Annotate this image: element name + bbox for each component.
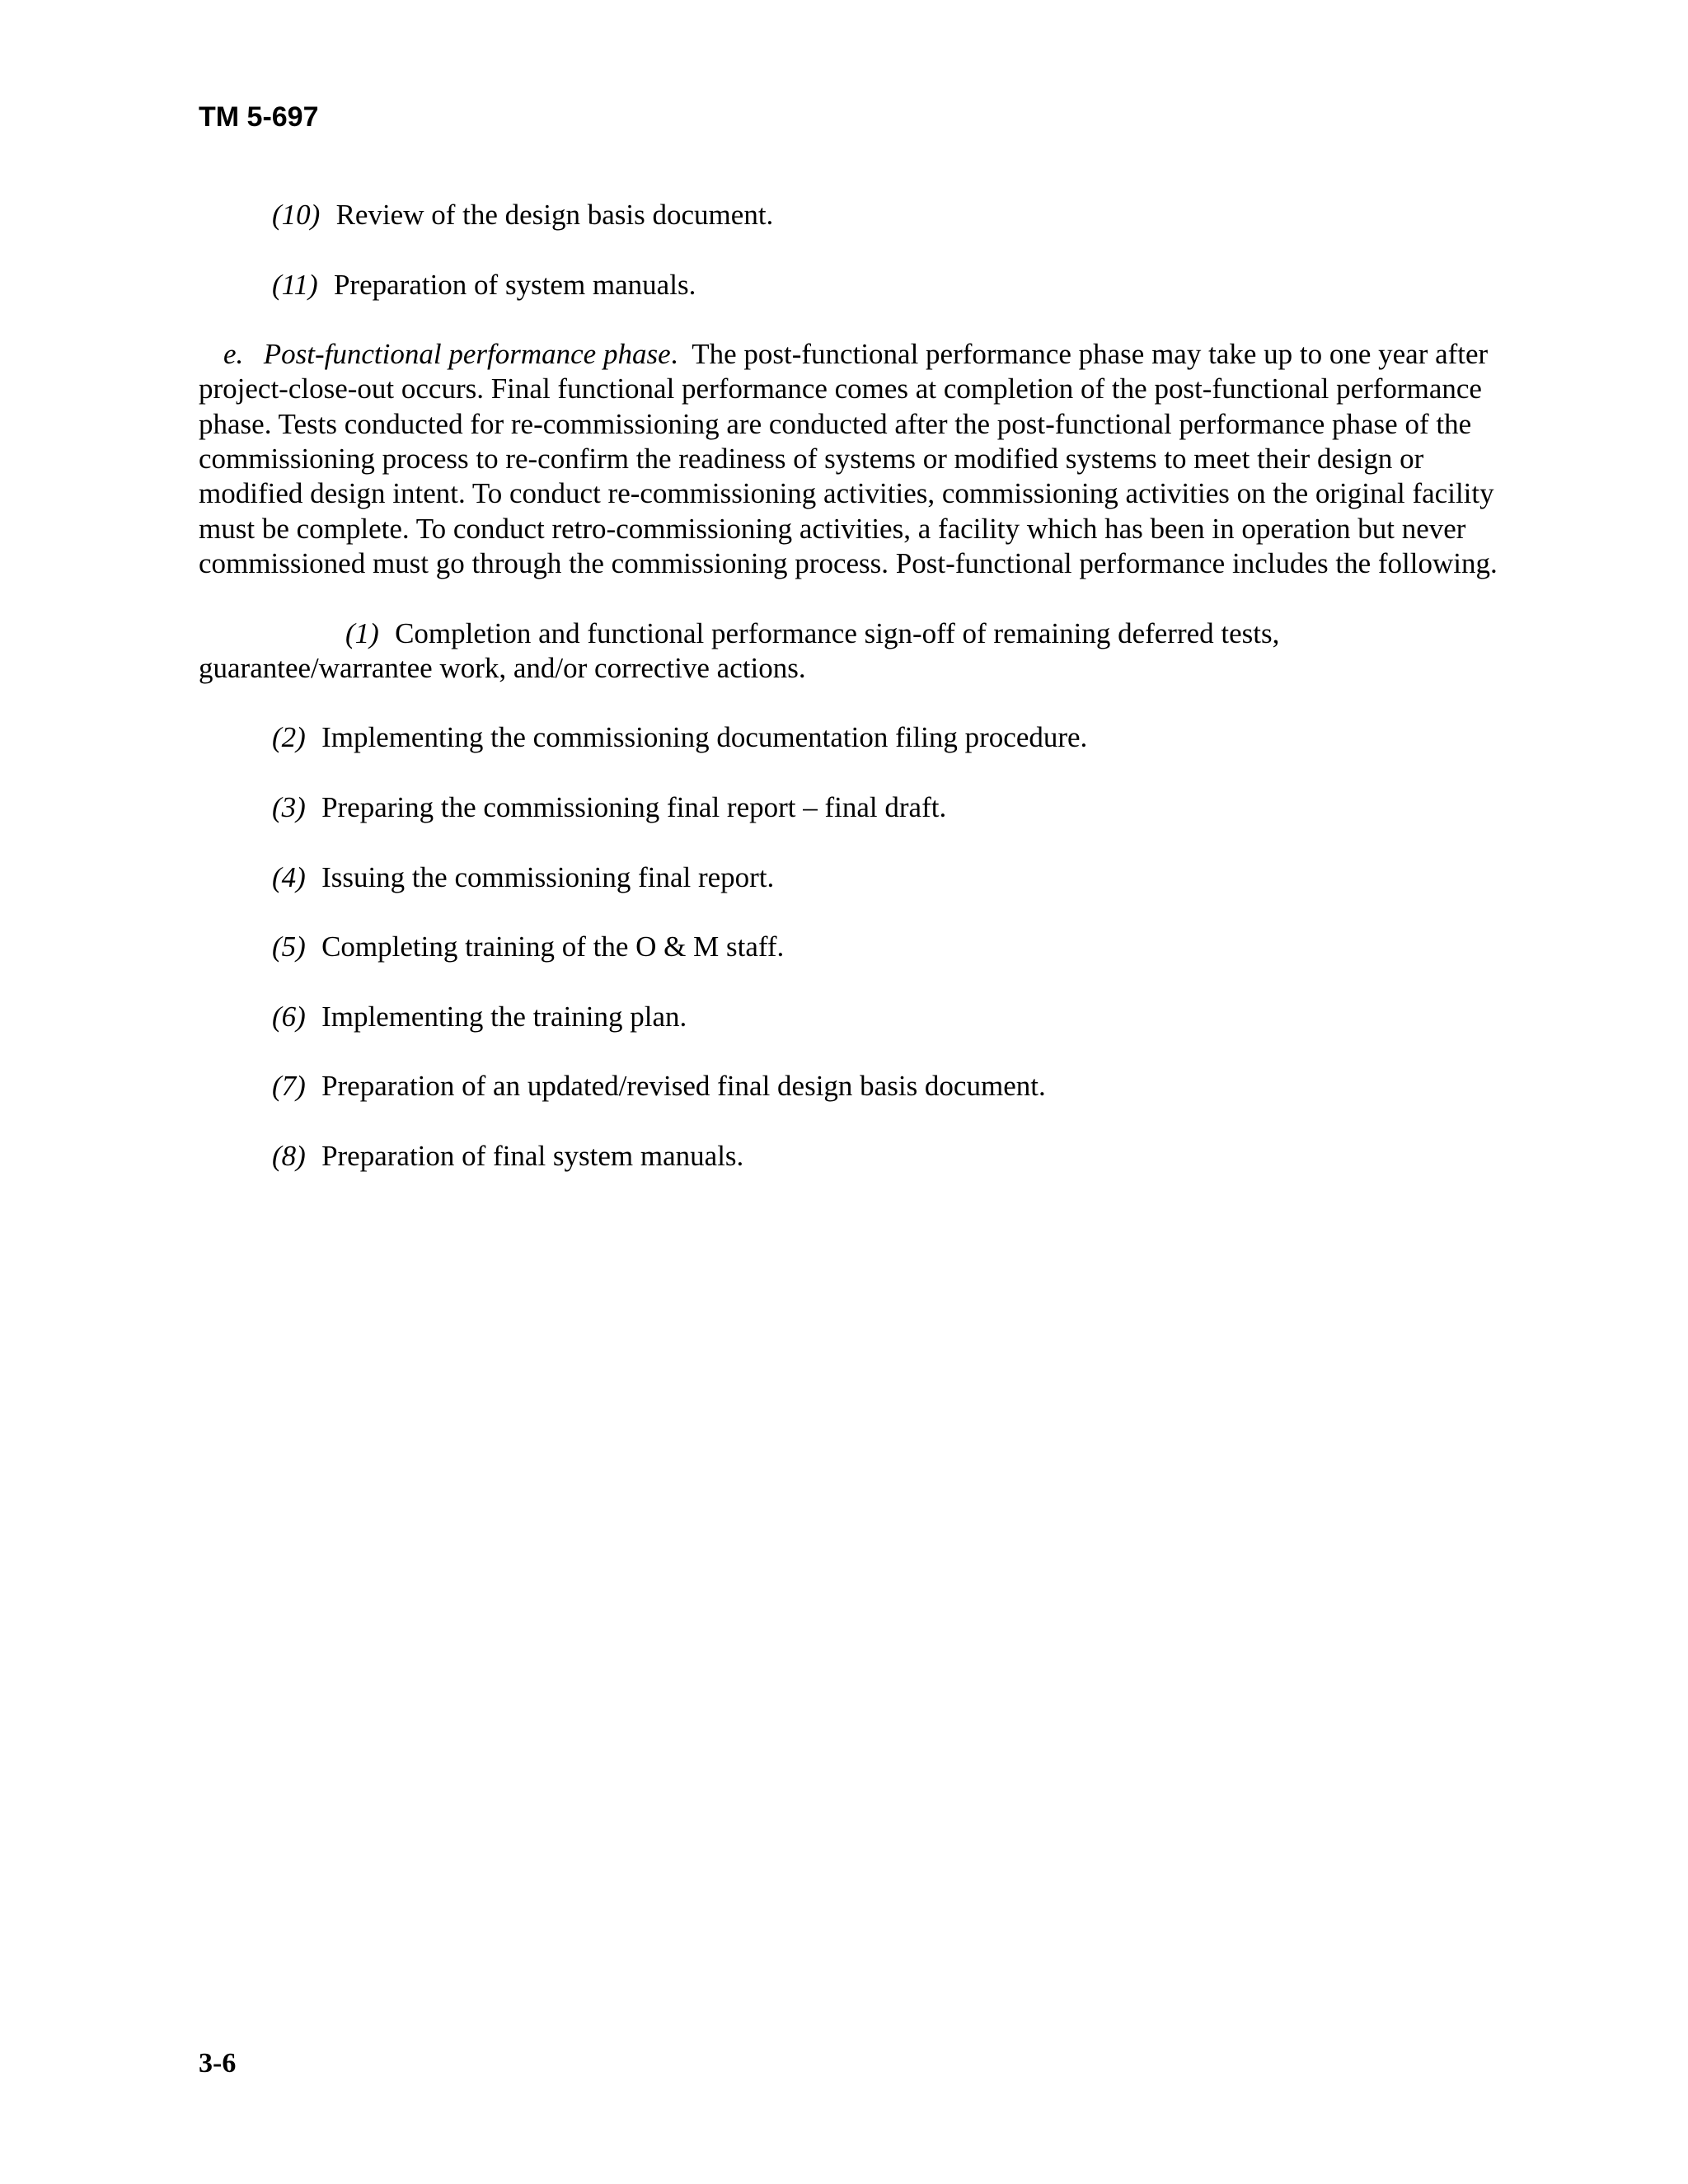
section-e-body: The post-functional performance phase may take up to one year after project-close-out occurs. Final functional performance comes at completion of the post-functional performance phase. Tests conducted for re-commissioning are conducted after the post-functional performance phase of the commissioning process to re-confirm the readiness of systems or modified systems to meet their design or modified design intent. To conduct re-commissioning activities, commissioning activities on the original facility must be complete. To conduct retro-commissioning activities, a facility which has been in operation but never commissioned must go through the commissioning process. Post-functional performance includes the following. [199, 338, 1498, 579]
list-item-number: (1) [345, 616, 379, 649]
list-item [199, 198, 1501, 232]
list-item [199, 616, 1501, 687]
list-item-number: (4) [272, 860, 306, 893]
list-item-number: (3) [272, 791, 306, 824]
list-item-text: Completing training of the O & M staff. [321, 930, 785, 963]
list-item [199, 1139, 1501, 1174]
list-item-text: Issuing the commissioning final report. [321, 860, 775, 893]
list-item-text: Implementing the training plan. [321, 1000, 687, 1033]
list-item [199, 860, 1501, 895]
list-item [199, 268, 1501, 302]
page-header-doc-id: TM 5-697 [199, 101, 319, 133]
list-item-text: Implementing the commissioning documentation filing procedure. [321, 721, 1088, 754]
document-body [199, 198, 1501, 1209]
list-item-number: (11) [272, 268, 318, 301]
section-e-letter: e. [223, 338, 244, 371]
list-item-text: Preparation of final system manuals. [321, 1140, 744, 1173]
list-item [199, 930, 1501, 964]
page-number: 3-6 [199, 2048, 237, 2079]
list-item-text: Preparation of an updated/revised final design basis document. [321, 1070, 1046, 1103]
list-item-text: Review of the design basis document. [335, 199, 774, 231]
list-item-text: Preparing the commissioning final report – final draft. [321, 791, 947, 824]
list-item [199, 720, 1501, 755]
section-e-title: Post-functional performance phase [263, 338, 671, 371]
list-item-number: (10) [272, 199, 321, 231]
list-item [199, 1069, 1501, 1104]
list-item-text: Preparation of system manuals. [333, 268, 696, 301]
list-item [199, 1000, 1501, 1034]
list-item-number: (8) [272, 1140, 306, 1173]
list-item [199, 790, 1501, 825]
list-item-number: (2) [272, 721, 306, 754]
section-e-paragraph [199, 337, 1501, 581]
list-item-number: (5) [272, 930, 306, 963]
list-item-number: (7) [272, 1070, 306, 1103]
list-item-text: Completion and functional performance sign-off of remaining deferred tests, guarantee/warrantee work, and/or corrective actions. [199, 616, 1280, 684]
section-e-title-punct: . [670, 338, 678, 371]
list-item-number: (6) [272, 1000, 306, 1033]
